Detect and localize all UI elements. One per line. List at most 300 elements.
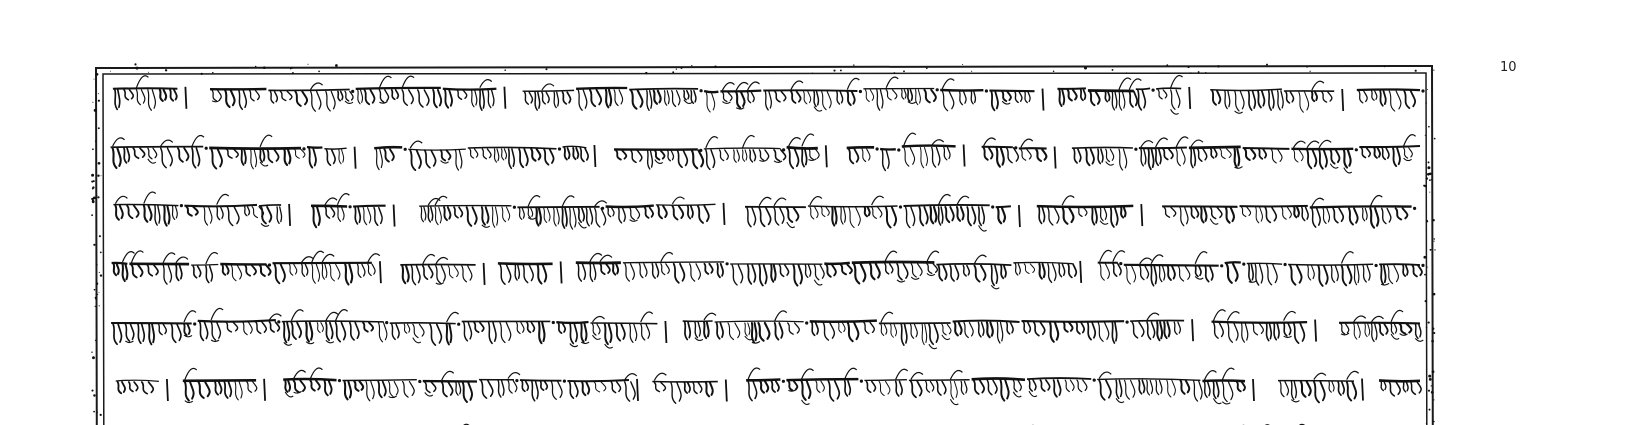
script-glyph (115, 206, 122, 220)
script-glyph (1308, 266, 1315, 281)
noise-dot (1425, 300, 1427, 302)
tsheg-dot (985, 89, 988, 92)
script-glyph (500, 264, 511, 284)
script-glyph (791, 92, 801, 103)
script-glyph (838, 322, 845, 332)
script-glyph (748, 265, 756, 284)
noise-dot (1424, 274, 1426, 276)
script-glyph (275, 264, 285, 283)
script-glyph (1391, 324, 1396, 334)
noise-dot (92, 102, 93, 103)
script-glyph (374, 208, 382, 226)
script-glyph (211, 149, 222, 169)
vowel-mark (1347, 371, 1359, 379)
script-glyph (467, 207, 477, 226)
noise-dot (92, 356, 95, 359)
script-headstroke (1139, 148, 1187, 149)
script-glyph (454, 207, 462, 218)
script-glyph (882, 150, 889, 171)
script-glyph (645, 208, 653, 218)
script-glyph (1171, 90, 1180, 109)
script-glyph (841, 265, 852, 275)
script-glyph (1381, 265, 1385, 284)
script-glyph (291, 323, 301, 340)
script-glyph (759, 265, 766, 286)
script-glyph (804, 92, 811, 104)
script-glyph (586, 208, 592, 226)
script-glyph (1138, 90, 1146, 110)
script-glyph (1319, 150, 1327, 169)
script-glyph (1148, 149, 1153, 169)
script-glyph (1212, 91, 1220, 105)
script-glyph (720, 150, 729, 161)
vowel-mark (704, 313, 716, 320)
script-glyph (1048, 207, 1059, 225)
noise-dot (676, 68, 677, 69)
text-line (113, 76, 1425, 115)
script-glyph (690, 264, 701, 281)
script-glyph (1227, 264, 1238, 283)
script-glyph (480, 90, 484, 111)
vowel-mark (736, 82, 748, 90)
noise-dot (335, 64, 338, 67)
script-glyph (125, 324, 133, 341)
script-glyph (600, 264, 610, 275)
script-glyph (870, 264, 880, 280)
script-headstroke (1357, 89, 1420, 90)
script-glyph (155, 206, 160, 226)
script-glyph (590, 264, 596, 282)
vowel-mark (480, 80, 492, 88)
script-glyph (1241, 323, 1248, 343)
script-glyph (284, 323, 290, 343)
script-glyph (1299, 92, 1309, 112)
script-glyph (959, 91, 966, 105)
vowel-mark (802, 134, 814, 146)
vowel-mark (743, 136, 755, 148)
noise-dot (98, 162, 101, 165)
text-line (111, 133, 1420, 173)
noise-dot (903, 70, 905, 72)
script-glyph (502, 149, 507, 160)
script-glyph (672, 91, 680, 107)
vowel-mark (1391, 310, 1403, 321)
noise-dot (1425, 102, 1427, 104)
script-glyph (211, 322, 220, 340)
tsheg-dot (193, 322, 196, 325)
noise-dot (840, 69, 842, 71)
script-glyph (118, 382, 125, 393)
tsheg-dot (726, 262, 729, 265)
noise-dot (99, 292, 100, 293)
script-glyph (345, 382, 352, 400)
script-glyph (225, 90, 234, 107)
script-glyph (886, 90, 897, 100)
vowel-mark (176, 257, 188, 263)
script-glyph (532, 381, 538, 401)
script-glyph (186, 207, 197, 216)
script-headstroke (909, 380, 970, 381)
script-headstroke (864, 380, 907, 381)
subscript-mark (1344, 168, 1352, 173)
script-glyph (901, 324, 907, 345)
script-glyph (1280, 382, 1288, 397)
script-headstroke (996, 206, 1011, 207)
script-glyph (441, 150, 451, 160)
script-glyph (891, 324, 897, 337)
noise-dot (94, 79, 95, 80)
noise-dot (645, 72, 647, 74)
script-headstroke (904, 205, 990, 206)
noise-dot (93, 394, 95, 396)
shad-mark (1080, 261, 1081, 283)
script-glyph (284, 149, 290, 165)
noise-dot (1427, 267, 1428, 268)
script-glyph (285, 381, 290, 392)
script-glyph (1159, 266, 1164, 282)
script-glyph (1256, 207, 1263, 223)
script-glyph (684, 383, 690, 394)
script-glyph (671, 383, 681, 404)
vowel-mark (184, 311, 196, 322)
vowel-mark (185, 368, 197, 379)
script-glyph (647, 91, 652, 111)
script-glyph (124, 148, 129, 163)
script-glyph (456, 382, 461, 395)
script-glyph (226, 322, 238, 332)
script-glyph (456, 150, 462, 170)
script-glyph (376, 149, 382, 169)
noise-dot (1433, 219, 1435, 221)
vowel-mark (1284, 311, 1296, 320)
script-glyph (1410, 381, 1421, 394)
script-glyph (1098, 149, 1103, 163)
shad-mark (394, 205, 395, 227)
script-glyph (1235, 91, 1244, 111)
vowel-mark (847, 78, 859, 89)
script-glyph (1329, 382, 1334, 393)
vowel-mark (1404, 135, 1416, 146)
noise-dot (93, 196, 96, 199)
script-glyph (793, 265, 802, 286)
script-glyph (1374, 148, 1380, 158)
subscript-mark (593, 335, 601, 339)
tsheg-dot (1242, 263, 1245, 266)
noise-dot (91, 390, 93, 392)
vowel-mark (1307, 141, 1319, 148)
subscript-mark (1195, 276, 1203, 279)
text-line (113, 192, 1416, 231)
script-glyph (161, 148, 173, 168)
script-glyph (810, 207, 818, 219)
noise-dot (95, 340, 97, 342)
script-glyph (488, 90, 494, 108)
script-glyph (1139, 380, 1145, 393)
script-glyph (113, 324, 121, 344)
noise-dot (1415, 70, 1417, 72)
script-headstroke (419, 206, 511, 207)
script-glyph (212, 90, 221, 101)
script-glyph (849, 149, 859, 163)
script-glyph (482, 207, 489, 225)
script-glyph (1048, 264, 1056, 283)
script-glyph (1363, 266, 1370, 282)
shad-mark (1315, 320, 1316, 342)
script-glyph (616, 150, 626, 159)
vowel-mark (896, 369, 908, 379)
script-glyph (618, 208, 625, 223)
script-glyph (728, 323, 740, 340)
script-glyph (1252, 323, 1263, 335)
vowel-mark (423, 254, 435, 263)
script-glyph (539, 323, 545, 344)
noise-dot (91, 174, 94, 177)
noise-dot (1428, 375, 1431, 378)
script-glyph (1363, 208, 1368, 220)
noise-dot (1431, 179, 1433, 181)
subscript-mark (911, 277, 919, 279)
script-glyph (243, 322, 253, 335)
script-glyph (745, 323, 750, 336)
script-glyph (1113, 264, 1121, 277)
tsheg-dot (699, 149, 702, 152)
script-glyph (1347, 382, 1356, 401)
script-glyph (987, 323, 993, 338)
tsheg-dot (1284, 263, 1287, 266)
noise-dot (92, 188, 94, 190)
script-glyph (1396, 208, 1408, 219)
script-headstroke (623, 262, 724, 263)
script-glyph (1389, 91, 1401, 111)
script-glyph (631, 91, 642, 109)
script-glyph (1255, 265, 1262, 286)
noise-dot (1429, 192, 1430, 193)
script-glyph (1381, 381, 1386, 390)
shad-mark (167, 379, 168, 401)
script-glyph (1359, 91, 1367, 103)
vowel-mark (1141, 141, 1153, 147)
script-glyph (1372, 324, 1377, 342)
script-glyph (957, 207, 964, 221)
vowel-mark (163, 253, 175, 263)
script-glyph (688, 206, 693, 219)
script-glyph (544, 149, 554, 165)
noise-dot (255, 66, 256, 67)
shad-mark (964, 145, 965, 167)
script-glyph (489, 323, 496, 344)
text-line (116, 368, 1421, 405)
script-glyph (519, 208, 524, 219)
script-headstroke (720, 91, 761, 92)
script-glyph (1068, 90, 1077, 101)
vowel-mark (322, 254, 334, 262)
script-glyph (950, 266, 958, 281)
vowel-mark (957, 196, 969, 205)
script-glyph (674, 264, 685, 283)
noise-dot (98, 127, 100, 129)
script-glyph (569, 382, 577, 398)
script-glyph (1098, 322, 1109, 341)
vowel-mark (1293, 141, 1305, 148)
noise-dot (97, 412, 98, 413)
script-glyph (1210, 207, 1222, 218)
noise-dot (1427, 89, 1428, 90)
script-headstroke (606, 206, 654, 207)
script-glyph (929, 324, 938, 344)
script-glyph (410, 150, 421, 170)
script-glyph (249, 90, 259, 101)
vowel-mark (1222, 368, 1234, 380)
script-headstroke (940, 90, 983, 91)
script-glyph (163, 265, 171, 284)
script-glyph (978, 323, 983, 337)
vowel-mark (217, 194, 229, 204)
noise-dot (1431, 385, 1432, 386)
script-glyph (442, 382, 453, 396)
script-headstroke (852, 262, 935, 263)
script-glyph (580, 148, 588, 162)
script-glyph (814, 265, 824, 280)
text-line (112, 250, 1425, 288)
script-glyph (1412, 265, 1422, 276)
script-headstroke (1379, 380, 1420, 381)
script-glyph (775, 323, 783, 340)
shad-mark (724, 203, 725, 225)
script-glyph (1074, 149, 1081, 163)
script-glyph (1163, 149, 1173, 159)
vowel-mark (310, 368, 322, 379)
noise-dot (1426, 327, 1427, 328)
script-glyph (147, 265, 158, 276)
noise-dot (1424, 185, 1426, 187)
script-glyph (1062, 207, 1073, 224)
script-glyph (160, 90, 166, 101)
subscript-mark (1013, 392, 1021, 397)
vowel-mark (144, 192, 156, 204)
script-glyph (366, 382, 374, 401)
noise-dot (1190, 72, 1192, 74)
noise-dot (1433, 421, 1435, 423)
script-glyph (563, 92, 571, 104)
vowel-mark (447, 312, 459, 322)
script-glyph (661, 264, 670, 275)
vowel-mark (435, 196, 447, 205)
script-glyph (363, 208, 371, 225)
vowel-mark (595, 201, 607, 206)
script-headstroke (591, 323, 658, 324)
vowel-mark (192, 135, 204, 146)
noise-dot (292, 72, 294, 74)
script-glyph (317, 323, 323, 333)
tsheg-dot (457, 323, 460, 326)
tsheg-dot (515, 379, 518, 382)
noise-dot (1205, 72, 1207, 74)
script-glyph (184, 324, 190, 335)
vowel-mark (508, 373, 520, 379)
vowel-mark (791, 81, 803, 90)
subscript-mark (1210, 219, 1218, 225)
script-glyph (133, 148, 144, 158)
vowel-mark (1314, 373, 1326, 379)
noise-dot (962, 64, 963, 65)
script-headstroke (824, 263, 850, 264)
script-glyph (123, 264, 128, 281)
subscript-mark (581, 342, 589, 344)
script-headstroke (1379, 264, 1420, 265)
script-glyph (222, 265, 228, 275)
vowel-mark (542, 84, 554, 90)
noise-dot (98, 93, 99, 94)
script-glyph (302, 264, 308, 276)
subscript-mark (950, 399, 958, 404)
script-glyph (1007, 323, 1014, 335)
script-glyph (178, 148, 189, 162)
script-glyph (1021, 150, 1031, 161)
script-glyph (1092, 207, 1097, 225)
noise-dot (1434, 249, 1435, 250)
script-glyph (847, 92, 854, 106)
script-glyph (1265, 207, 1276, 222)
script-glyph (1226, 207, 1234, 222)
noise-dot (1433, 399, 1434, 400)
script-glyph (916, 90, 921, 105)
vowel-mark (379, 76, 391, 88)
script-glyph (1393, 148, 1400, 166)
script-glyph (129, 382, 138, 392)
script-glyph (463, 382, 472, 402)
shad-mark (561, 261, 562, 283)
shad-mark (1043, 89, 1044, 111)
script-glyph (403, 382, 415, 398)
script-glyph (789, 148, 799, 168)
script-glyph (1387, 265, 1398, 283)
script-glyph (832, 207, 836, 226)
noise-dot (291, 67, 293, 69)
script-glyph (760, 381, 768, 392)
script-glyph (822, 92, 832, 110)
subscript-mark (1291, 400, 1299, 402)
script-glyph (1301, 382, 1311, 397)
script-glyph (1125, 380, 1135, 399)
subscript-mark (991, 285, 999, 288)
script-glyph (245, 207, 250, 216)
script-glyph (136, 90, 144, 105)
script-glyph (1099, 380, 1111, 399)
script-glyph (1158, 90, 1167, 99)
script-glyph (270, 91, 277, 103)
script-glyph (1111, 207, 1118, 227)
script-glyph (1282, 207, 1292, 219)
script-headstroke (1156, 88, 1181, 89)
script-glyph (1068, 264, 1076, 278)
script-headstroke (324, 148, 346, 149)
subscript-mark (260, 162, 268, 166)
tsheg-dot (805, 321, 808, 324)
script-glyph (260, 265, 271, 276)
tsheg-dot (1421, 89, 1424, 92)
noise-dot (95, 141, 96, 142)
script-glyph (310, 381, 319, 391)
script-glyph (355, 208, 360, 224)
script-glyph (845, 381, 851, 396)
script-glyph (722, 92, 732, 101)
script-glyph (251, 149, 257, 169)
script-glyph (774, 208, 784, 225)
script-glyph (748, 92, 755, 102)
script-glyph (614, 90, 622, 106)
noise-dot (307, 64, 308, 65)
script-glyph (1382, 148, 1389, 159)
